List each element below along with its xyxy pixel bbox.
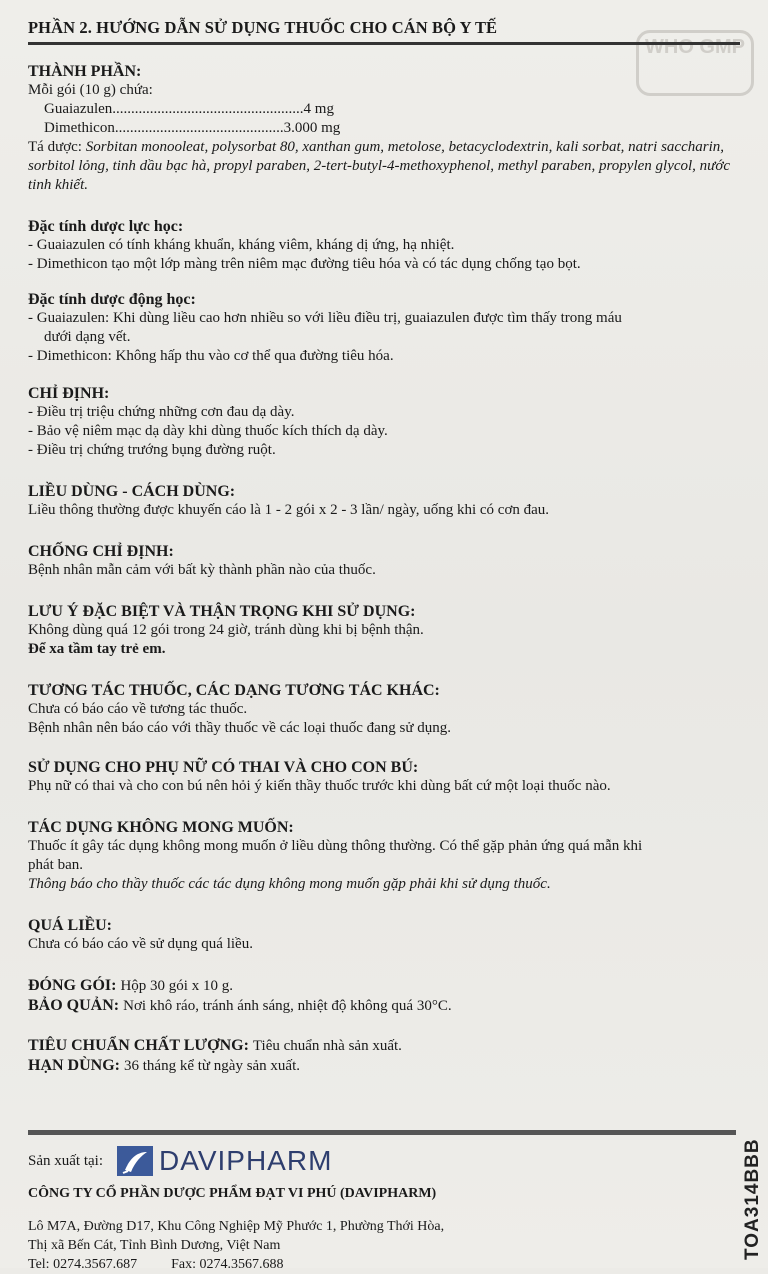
section-pharmacokinetics xyxy=(28,290,740,366)
pharmacodynamics-item: - Dimethicon tạo một lớp màng trên niêm mạc đường tiêu hóa và có tác dụng chống tạo bọt. xyxy=(28,256,581,272)
packaging-label: ĐÓNG GÓI: xyxy=(28,977,121,994)
storage-label: BẢO QUẢN: xyxy=(28,997,124,1014)
company-tel: Tel: 0274.3567.687 xyxy=(28,1257,138,1272)
section-contraindications xyxy=(28,542,740,580)
section-pharmacodynamics xyxy=(28,217,740,274)
indication-item: - Điều trị triệu chứng những cơn đau dạ dày. xyxy=(28,404,295,420)
storage-text: Nơi khô ráo, tránh ánh sáng, nhiệt độ không quá 30°C. xyxy=(123,998,452,1014)
packaging-row xyxy=(28,976,740,996)
section-interactions xyxy=(28,681,740,738)
contraindications-heading: CHỐNG CHỈ ĐỊNH: xyxy=(28,543,174,560)
company-address: Lô M7A, Đường D17, Khu Công Nghiệp Mỹ Phước 1, Phường Thới Hòa, xyxy=(28,1219,445,1234)
composition-heading: THÀNH PHẦN: xyxy=(28,63,142,80)
storage-row xyxy=(28,996,740,1016)
composition-per-pack: Mỗi gói (10 g) chứa: xyxy=(28,82,153,98)
side-effects-notice: Thông báo cho thầy thuốc các tác dụng không mong muốn gặp phải khi sử dụng thuốc. xyxy=(28,876,551,892)
leaflet-code: TOA314BBB xyxy=(742,1138,763,1260)
indication-item: - Điều trị chứng trướng bụng đường ruột. xyxy=(28,442,276,458)
manufacturer-row xyxy=(28,1144,728,1178)
side-effects-heading: TÁC DỤNG KHÔNG MONG MUỐN: xyxy=(28,819,294,836)
section-packaging-storage xyxy=(28,976,740,1016)
standard-row xyxy=(28,1036,740,1056)
leaflet-content xyxy=(28,62,740,1076)
footer-divider xyxy=(28,1130,736,1135)
section-pregnancy xyxy=(28,758,740,796)
pharmacokinetics-item: - Dimethicon: Không hấp thu vào cơ thể qua đường tiêu hóa. xyxy=(28,348,394,364)
manufacturer-label: Sản xuất tại: xyxy=(28,1152,103,1169)
interactions-line: Bệnh nhân nên báo cáo với thầy thuốc về các loại thuốc đang sử dụng. xyxy=(28,720,452,736)
expiry-text: 36 tháng kể từ ngày sản xuất. xyxy=(124,1058,301,1074)
packaging-text: Hộp 30 gói x 10 g. xyxy=(120,978,233,994)
section-warnings xyxy=(28,602,740,659)
page-title: PHẦN 2. HƯỚNG DẪN SỬ DỤNG THUỐC CHO CÁN BỘ Y TẾ xyxy=(28,18,740,45)
section-indications xyxy=(28,384,740,460)
pharmacokinetics-heading: Đặc tính dược động học: xyxy=(28,291,196,308)
section-composition xyxy=(28,62,740,195)
pharmacokinetics-item: - Guaiazulen: Khi dùng liều cao hơn nhiều so với liều điều trị, guaiazulen được tìm thấy trong máu xyxy=(28,310,622,326)
pharmacodynamics-item: - Guaiazulen có tính kháng khuẩn, kháng viêm, kháng dị ứng, hạ nhiệt. xyxy=(28,237,455,253)
pregnancy-text: Phụ nữ có thai và cho con bú nên hỏi ý kiến thầy thuốc trước khi dùng bất cứ một loại thuốc nào. xyxy=(28,778,611,794)
davipharm-logo-icon xyxy=(117,1146,153,1176)
contraindications-text: Bệnh nhân mẫn cảm với bất kỳ thành phần nào của thuốc. xyxy=(28,562,376,578)
section-side-effects xyxy=(28,818,740,894)
company-contacts xyxy=(28,1255,728,1274)
warnings-children: Để xa tầm tay trẻ em. xyxy=(28,641,166,657)
company-fax: Fax: 0274.3567.688 xyxy=(171,1257,284,1272)
section-standard-expiry xyxy=(28,1036,740,1076)
warnings-text: Không dùng quá 12 gói trong 24 giờ, tránh dùng khi bị bệnh thận. xyxy=(28,622,424,638)
overdose-heading: QUÁ LIỀU: xyxy=(28,917,113,934)
ghost-who-text: WHO GMP xyxy=(645,36,745,58)
company-address: Thị xã Bến Cát, Tỉnh Bình Dương, Việt Nam xyxy=(28,1238,281,1253)
excipients-list: Sorbitan monooleat, polysorbat 80, xanthan gum, metolose, betacyclodextrin, kali sorbat, natri saccharin, sorbitol lỏng, tinh dầu bạc hà, propyl paraben, 2-tert-butyl-4-methoxyphenol, methyl paraben, propylen glycol, nước tinh khiết. xyxy=(28,139,731,193)
interactions-line: Chưa có báo cáo về tương tác thuốc. xyxy=(28,701,248,717)
manufacturer-block xyxy=(28,1144,728,1274)
standard-label: TIÊU CHUẨN CHẤT LƯỢNG: xyxy=(28,1037,253,1054)
standard-text: Tiêu chuẩn nhà sản xuất. xyxy=(252,1038,402,1054)
overdose-text: Chưa có báo cáo về sử dụng quá liều. xyxy=(28,936,253,952)
warnings-heading: LƯU Ý ĐẶC BIỆT VÀ THẬN TRỌNG KHI SỬ DỤNG: xyxy=(28,603,416,620)
pharmacokinetics-item-cont: dưới dạng vết. xyxy=(44,329,131,345)
composition-excipients xyxy=(28,138,740,195)
davipharm-logo-text: DAVIPHARM xyxy=(159,1145,333,1176)
company-name: CÔNG TY CỔ PHẦN DƯỢC PHẨM ĐẠT VI PHÚ (DAVIPHARM) xyxy=(28,1186,437,1201)
dosage-heading: LIỀU DÙNG - CÁCH DÙNG: xyxy=(28,483,236,500)
side-effects-line: phát ban. xyxy=(28,857,83,873)
section-dosage xyxy=(28,482,740,520)
side-effects-line: Thuốc ít gây tác dụng không mong muốn ở liều dùng thông thường. Có thể gặp phản ứng quá mẫn khi xyxy=(28,838,643,854)
section-overdose xyxy=(28,916,740,954)
pregnancy-heading: SỬ DỤNG CHO PHỤ NỮ CÓ THAI VÀ CHO CON BÚ: xyxy=(28,759,419,776)
excipients-label: Tá dược: xyxy=(28,139,86,155)
composition-dimethicon: Dimethicon.............................................3.000 mg xyxy=(44,120,341,136)
expiry-row xyxy=(28,1056,740,1076)
indication-item: - Bảo vệ niêm mạc dạ dày khi dùng thuốc kích thích dạ dày. xyxy=(28,423,388,439)
expiry-label: HẠN DÙNG: xyxy=(28,1057,124,1074)
composition-guaiazulen: Guaiazulen...................................................4 mg xyxy=(44,101,334,117)
interactions-heading: TƯƠNG TÁC THUỐC, CÁC DẠNG TƯƠNG TÁC KHÁC: xyxy=(28,682,440,699)
pharmacodynamics-heading: Đặc tính dược lực học: xyxy=(28,218,184,235)
dosage-text: Liều thông thường được khuyến cáo là 1 - 2 gói x 2 - 3 lần/ ngày, uống khi có cơn đau. xyxy=(28,502,550,518)
indications-heading: CHỈ ĐỊNH: xyxy=(28,385,110,402)
